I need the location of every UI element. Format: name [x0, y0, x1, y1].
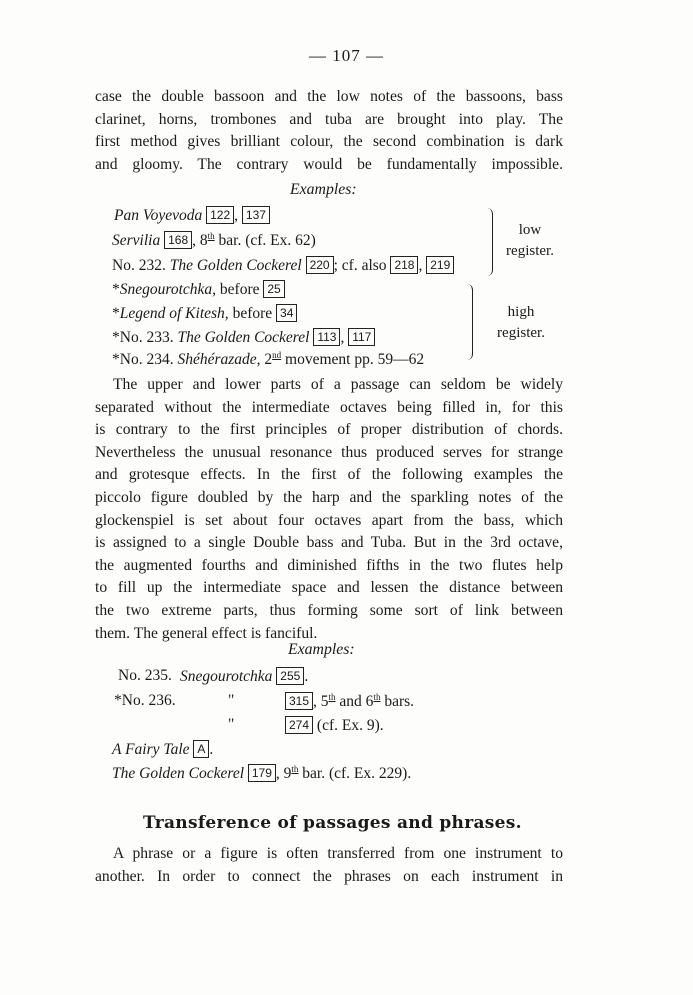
text-line: piccolo figure doubled by the harp and the sparkling notes of the — [95, 488, 563, 506]
page-number: — 107 — — [309, 46, 384, 65]
text-line: the two extreme parts, thus forming some sort of link between — [95, 601, 563, 619]
example-row: No. 232. The Golden Cockerel 220 ; cf. also 218 , 219 — [112, 256, 454, 275]
text-line: the augmented fourths and diminished fifths in the two flutes help — [95, 556, 563, 574]
example-row: *Snegourotchka, before 25 — [112, 280, 285, 299]
examples-heading-1: Examples: — [290, 181, 357, 198]
text-line: clarinet, horns, trombones and tuba are brought into play. The — [95, 110, 563, 128]
text-line: to fill up the intermediate space and lessen the distance between — [95, 579, 563, 597]
example-row: *No. 234. Shéhérazade, 2nd movement pp. 59—62 — [112, 350, 425, 368]
paragraph-1 — [95, 86, 563, 176]
text-line: them. The general effect is fanciful. — [95, 624, 318, 642]
brace-high — [466, 284, 473, 360]
text-line: separated without the intermediate octaves being filled in, for this — [95, 398, 563, 416]
text-line: and grotesque effects. In the first of the following examples the — [95, 466, 563, 484]
examples-heading-2: Examples: — [288, 641, 355, 658]
example-row: *Legend of Kitesh, before 34 — [112, 304, 297, 323]
paragraph-2 — [95, 374, 563, 645]
text-line: and gloomy. The contrary would be fundamentally impossible. — [95, 155, 563, 173]
paragraph-3 — [95, 843, 563, 888]
example-row: A Fairy Tale A . — [112, 741, 214, 758]
example-row: *No. 236. — [114, 692, 176, 709]
example-row: No. 235. — [118, 667, 172, 684]
section-heading: Transference of passages and phrases. — [143, 813, 522, 833]
example-row: Servilia 168 , 8th bar. (cf. Ex. 62) — [112, 231, 316, 249]
text-line: A phrase or a figure is often transferred from one instrument to — [113, 845, 563, 862]
text-line: Nevertheless the unusual resonance thus produced serves for strange — [95, 443, 563, 461]
example-row: Pan Voyevoda 122 , 137 — [114, 206, 270, 225]
text-line: is assigned to a single Double bass and Tuba. But in the 3rd octave, — [95, 534, 563, 552]
example-row: The Golden Cockerel 179 , 9th bar. (cf. Ex. 229). — [112, 764, 412, 782]
ditto-mark: " — [228, 692, 235, 709]
brace-low — [486, 208, 493, 276]
example-row: 315 , 5th and 6th bars. — [285, 692, 414, 711]
text-line: case the double bassoon and the low notes of the bassoons, bass — [95, 88, 563, 105]
example-row: *No. 233. The Golden Cockerel 113 , 117 — [112, 328, 375, 347]
text-line: first method gives brilliant colour, the second combination is dark — [95, 133, 563, 151]
text-line: is contrary to the first principles of proper distribution of chords. — [95, 421, 563, 439]
example-row: Snegourotchka 255 . — [180, 668, 309, 685]
example-row: 274 (cf. Ex. 9). — [285, 716, 384, 735]
high-register-label: high register. — [497, 304, 545, 341]
text-line: another. In order to connect the phrases on each instrument in — [95, 867, 563, 885]
text-line: glockenspiel is set about four octaves apart from the bass, which — [95, 511, 563, 529]
low-register-label: low register. — [506, 222, 554, 259]
text-line: The upper and lower parts of a passage can seldom be widely — [113, 376, 563, 393]
ditto-mark: " — [228, 716, 235, 733]
